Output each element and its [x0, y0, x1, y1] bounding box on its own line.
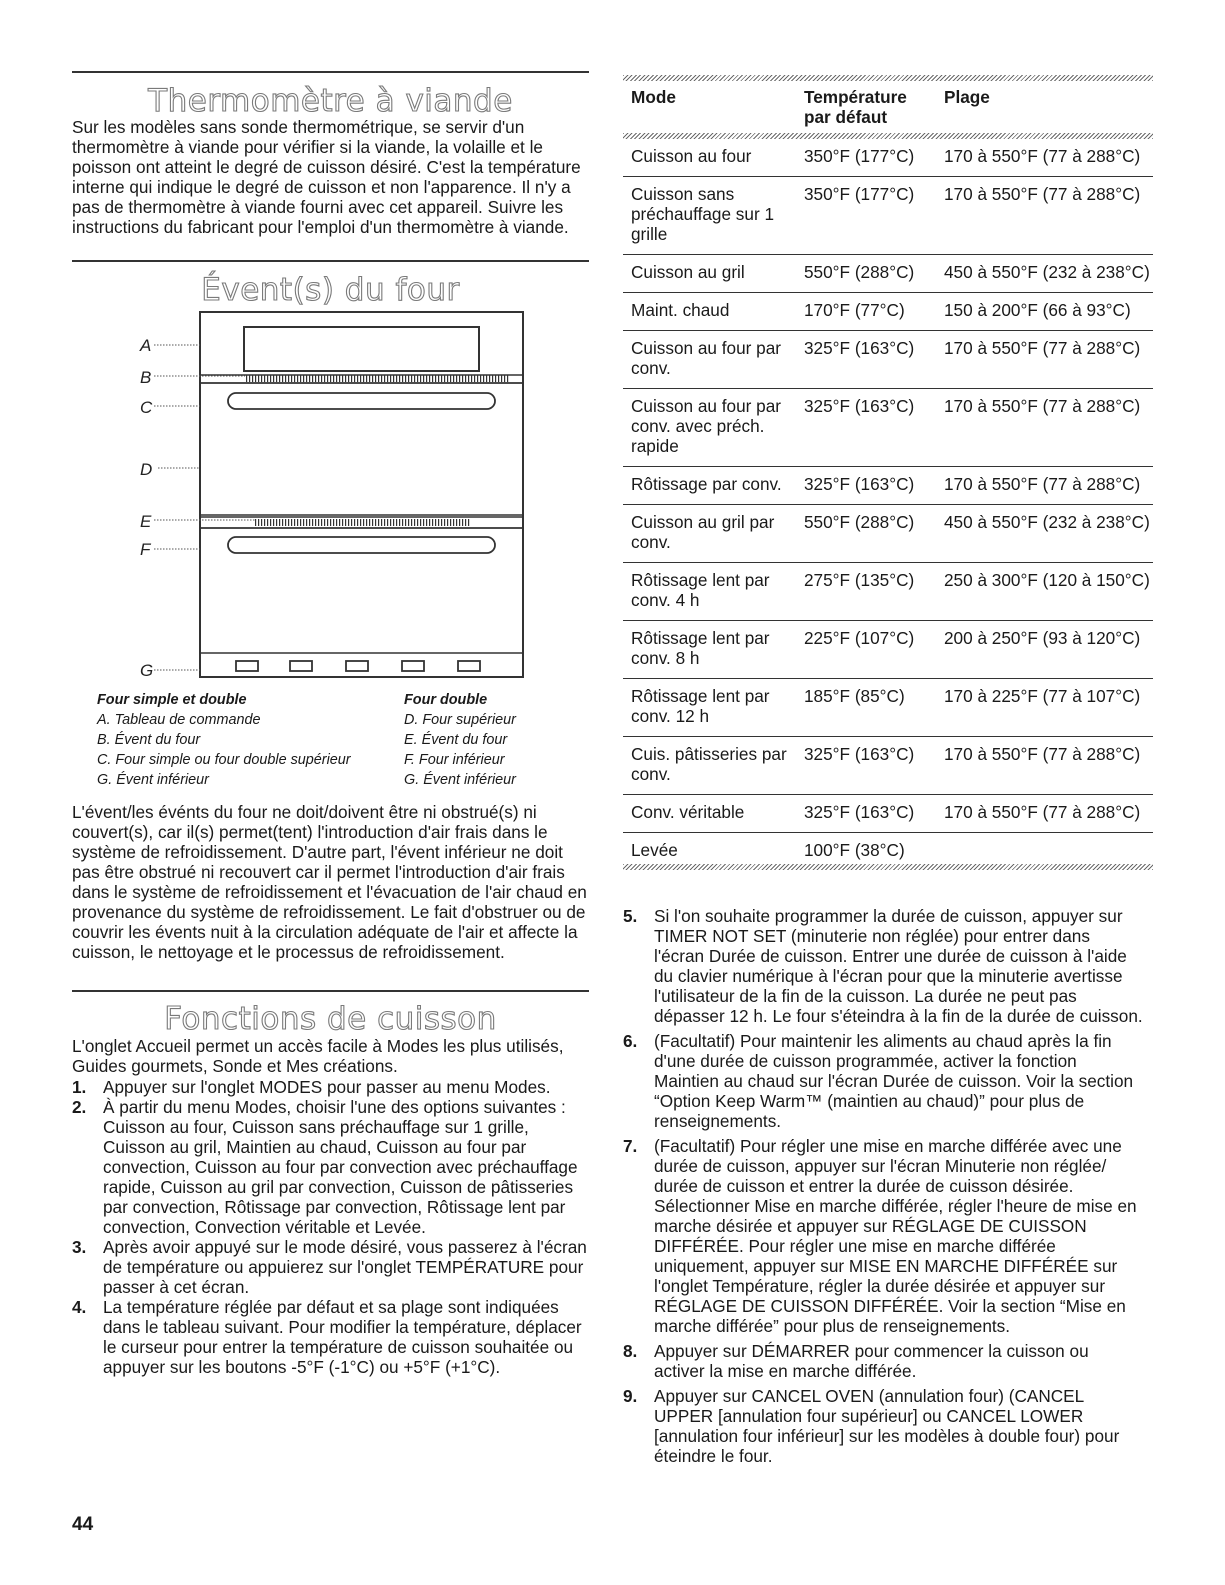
cell-default-temp: 325°F (163°C)	[796, 737, 936, 795]
header-default-temp: Température par défaut	[804, 87, 907, 127]
step-item	[623, 1341, 1143, 1381]
step-text: La température réglée par défaut et sa plage sont indiquées dans le tableau suivant. Pour modifier la température, déplacer le curseur pour entrer la température de cuisson souhaitée ou appuyer sur les boutons -5°F (-1°C) ou +5°F (+1°C).	[103, 1297, 582, 1377]
caption-left	[97, 690, 351, 790]
caption-left-item: B. Évent du four	[97, 732, 201, 748]
step-text: Si l'on souhaite programmer la durée de cuisson, appuyer sur TIMER NOT SET (minuterie non réglée) pour entrer dans l'écran Durée de cuisson. Entrer une durée de cuisson à l'aide du clavier numérique à l'écran pour que la minuterie avertisse l'utilisateur de la fin de la cuisson. La durée ne peut pas dépasser 12 h. Le four s'éteindra à la fin de la durée de cuisson.	[654, 906, 1143, 1026]
step-number: 9.	[623, 1386, 638, 1406]
step-number: 1.	[72, 1077, 87, 1097]
cell-range: 170 à 550°F (77 à 288°C)	[936, 139, 1153, 177]
cell-mode: Cuisson au four par conv. avec préch. rapide	[623, 389, 796, 467]
step-text: Appuyer sur l'onglet MODES pour passer au menu Modes.	[103, 1077, 551, 1097]
label-b: B	[140, 368, 152, 387]
cell-mode: Cuis. pâtisseries par conv.	[623, 737, 796, 795]
functions-rule	[72, 990, 589, 992]
meat-thermometer-title: Thermomètre à viande	[148, 83, 513, 119]
step-text: (Facultatif) Pour régler une mise en marche différée avec une durée de cuisson, appuyer sur l'écran Minuterie non réglée/ durée de cuisson et entrer la durée de cuisson désirée. Sélectionner Mise en marche différée, régler l'heure de mise en marche désirée et appuyer sur RÉGLAGE DE CUISSON DIFFÉRÉE. Pour régler une mise en marche différée uniquement, appuyer sur MISE EN MARCHE DIFFÉRÉE sur l'onglet Température, régler la durée désirée et appuyer sur RÉGLAGE DE CUISSON DIFFÉRÉE. Voir la section “Mise en marche différée” pour plus de renseignements.	[654, 1136, 1137, 1336]
steps-right	[623, 906, 1143, 1471]
step-text: Appuyer sur CANCEL OVEN (annulation four) (CANCEL UPPER [annulation four supérieur] ou CANCEL LOWER [annulation four inférieur] sur les modèles à double four) pour éteindre le four.	[654, 1386, 1120, 1466]
cell-mode: Cuisson au gril	[623, 255, 796, 293]
step-text: Après avoir appuyé sur le mode désiré, vous passerez à l'écran de température ou appuierez sur l'onglet TEMPÉRATURE pour passer à cet écran.	[103, 1237, 587, 1297]
step-item	[72, 1297, 590, 1377]
bottom-vent-slots	[236, 661, 480, 671]
step-item	[623, 906, 1143, 1026]
step-item	[72, 1077, 590, 1097]
cell-default-temp: 325°F (163°C)	[796, 389, 936, 467]
caption-right-item: G. Évent inférieur	[404, 772, 516, 788]
top-rule-left	[72, 71, 589, 73]
cell-range: 170 à 550°F (77 à 288°C)	[936, 467, 1153, 505]
cell-range: 150 à 200°F (66 à 93°C)	[936, 293, 1153, 331]
cell-default-temp: 325°F (163°C)	[796, 331, 936, 389]
table-header-row	[623, 81, 1153, 133]
cell-default-temp: 275°F (135°C)	[796, 563, 936, 621]
label-c: C	[140, 398, 153, 417]
table-row	[623, 389, 1153, 467]
table-row	[623, 255, 1153, 293]
table-row	[623, 139, 1153, 177]
steps-left	[72, 1077, 590, 1377]
step-item	[72, 1097, 590, 1237]
meat-thermometer-body: Sur les modèles sans sonde thermométrique, se servir d'un thermomètre à viande pour vérifier si la viande, la volaille et le poisson ont atteint le degré de cuisson désiré. C'est la température interne qui indique le degré de cuisson et non l'apparence. Il n'y a pas de thermomètre à viande fourni avec cet appareil. Suivre les instructions du fabricant pour l'emploi d'un thermomètre à viande.	[72, 117, 581, 237]
cell-mode: Rôtissage lent par conv. 12 h	[623, 679, 796, 737]
cell-range: 250 à 300°F (120 à 150°C)	[936, 563, 1153, 621]
cell-range: 170 à 550°F (77 à 288°C)	[936, 389, 1153, 467]
cell-mode: Cuisson sans préchauffage sur 1 grille	[623, 177, 796, 255]
cell-default-temp: 100°F (38°C)	[804, 840, 905, 860]
caption-right-item: D. Four supérieur	[404, 712, 516, 728]
table-row	[623, 679, 1153, 737]
cell-range: 450 à 550°F (232 à 238°C)	[936, 505, 1153, 563]
oven-vents-title: Évent(s) du four	[201, 272, 460, 308]
table-row	[623, 293, 1153, 331]
label-f: F	[140, 540, 151, 559]
step-number: 5.	[623, 906, 638, 926]
middle-vent	[255, 519, 470, 526]
cell-default-temp: 325°F (163°C)	[796, 467, 936, 505]
cell-default-temp: 225°F (107°C)	[796, 621, 936, 679]
label-g: G	[140, 661, 154, 680]
caption-right-heading: Four double	[404, 692, 488, 708]
table-row	[623, 331, 1153, 389]
cooking-functions-intro: L'onglet Accueil permet un accès facile à Modes les plus utilisés, Guides gourmets, Sonde et Mes créations.	[72, 1036, 564, 1076]
label-d: D	[140, 460, 153, 479]
table-row	[623, 505, 1153, 563]
upper-door-handle	[228, 393, 495, 409]
cell-mode: Rôtissage lent par conv. 8 h	[623, 621, 796, 679]
step-number: 3.	[72, 1237, 87, 1257]
step-text: Appuyer sur DÉMARRER pour commencer la cuisson ou activer la mise en marche différée.	[654, 1341, 1089, 1381]
cell-range: 170 à 550°F (77 à 288°C)	[936, 737, 1153, 795]
cell-mode: Rôtissage lent par conv. 4 h	[623, 563, 796, 621]
cell-default-temp: 185°F (85°C)	[796, 679, 936, 737]
lower-door-handle	[228, 537, 495, 553]
table-row	[623, 177, 1153, 255]
cell-mode: Cuisson au gril par conv.	[623, 505, 796, 563]
cell-default-temp: 325°F (163°C)	[796, 795, 936, 833]
step-number: 6.	[623, 1031, 638, 1051]
step-item	[72, 1237, 590, 1297]
cell-mode: Cuisson au four	[623, 139, 796, 177]
control-panel-display	[244, 327, 479, 371]
caption-right-item: F. Four inférieur	[404, 752, 505, 768]
cell-mode: Levée	[631, 840, 678, 860]
oven-diagram	[120, 305, 540, 685]
cell-range: 200 à 250°F (93 à 120°C)	[936, 621, 1153, 679]
upper-vent	[245, 375, 510, 382]
step-item	[623, 1136, 1143, 1336]
cell-range: 170 à 225°F (77 à 107°C)	[936, 679, 1153, 737]
table-row	[623, 563, 1153, 621]
vents-rule	[72, 260, 589, 262]
cell-mode: Cuisson au four par conv.	[623, 331, 796, 389]
cell-default-temp: 170°F (77°C)	[796, 293, 936, 331]
caption-left-item: A. Tableau de commande	[97, 712, 261, 728]
step-item	[623, 1031, 1143, 1131]
step-item	[623, 1386, 1143, 1466]
cooking-functions-title: Fonctions de cuisson	[164, 1001, 497, 1037]
caption-left-item: G. Évent inférieur	[97, 772, 209, 788]
caption-left-heading: Four simple et double	[97, 692, 247, 708]
label-a: A	[140, 336, 152, 355]
table-body	[623, 139, 1153, 864]
temperature-table	[623, 75, 1153, 870]
oven-cabinet	[200, 312, 523, 677]
step-number: 8.	[623, 1341, 638, 1361]
caption-right-item: E. Évent du four	[404, 732, 508, 748]
cell-range: 450 à 550°F (232 à 238°C)	[936, 255, 1153, 293]
oven-vents-body: L'évent/les événts du four ne doit/doivent être ni obstrué(s) ni couvert(s), car il(s) permet(tent) l'introduction d'air frais dans le système de refroidissement. D'autre part, l'évent inférieur ne doit pas être obstrué ni recouvert car il permet l'introduction d'air frais dans le système de refroidissement et l'évacuation de l'air chaud en provenance du système de refroidissement. Le fait d'obstruer ou de couvrir les évents nuit à la circulation adéquate de l'air et affecte la cuisson, le nettoyage et le processus de refroidissement.	[72, 802, 587, 962]
table-row	[623, 795, 1153, 833]
lower-oven-door	[200, 528, 523, 653]
cell-range: 170 à 550°F (77 à 288°C)	[936, 331, 1153, 389]
table-bottom-stripe	[623, 864, 1153, 870]
table-row	[623, 737, 1153, 795]
step-text: (Facultatif) Pour maintenir les aliments au chaud après la fin d'une durée de cuisson programmée, activer la fonction Maintien au chaud sur l'écran Durée de cuisson. Voir la section “Option Keep Warm™ (maintien au chaud)” pour plus de renseignements.	[654, 1031, 1134, 1131]
cell-mode: Maint. chaud	[623, 293, 796, 331]
header-mode: Mode	[631, 87, 676, 107]
cell-range	[936, 833, 1153, 865]
step-number: 4.	[72, 1297, 87, 1317]
header-range: Plage	[944, 87, 990, 107]
step-text: À partir du menu Modes, choisir l'une des options suivantes : Cuisson au four, Cuisson sans préchauffage sur 1 grille, Cuisson au gril, Maintien au chaud, Cuisson au four par convection, Cuisson au four par convection avec préchauffage rapide, Cuisson au gril par convection, Cuisson de pâtisseries par convection, Rôtissage par convection, Rôtissage lent par convection, Convection véritable et Levée.	[103, 1097, 578, 1237]
upper-oven-door	[200, 383, 523, 515]
page-number: 44	[72, 1514, 94, 1535]
cell-mode: Rôtissage par conv.	[623, 467, 796, 505]
cell-default-temp: 350°F (177°C)	[796, 139, 936, 177]
label-e: E	[140, 512, 152, 531]
step-number: 7.	[623, 1136, 638, 1156]
cell-default-temp: 350°F (177°C)	[796, 177, 936, 255]
table-row	[623, 833, 1153, 865]
caption-left-item: C. Four simple ou four double supérieur	[97, 752, 351, 768]
step-number: 2.	[72, 1097, 87, 1117]
caption-right	[404, 690, 516, 790]
cell-range: 170 à 550°F (77 à 288°C)	[936, 795, 1153, 833]
cell-mode: Conv. véritable	[623, 795, 796, 833]
table-row	[623, 621, 1153, 679]
table-row	[623, 467, 1153, 505]
cell-range: 170 à 550°F (77 à 288°C)	[936, 177, 1153, 255]
cell-default-temp: 550°F (288°C)	[796, 255, 936, 293]
cell-default-temp: 550°F (288°C)	[796, 505, 936, 563]
